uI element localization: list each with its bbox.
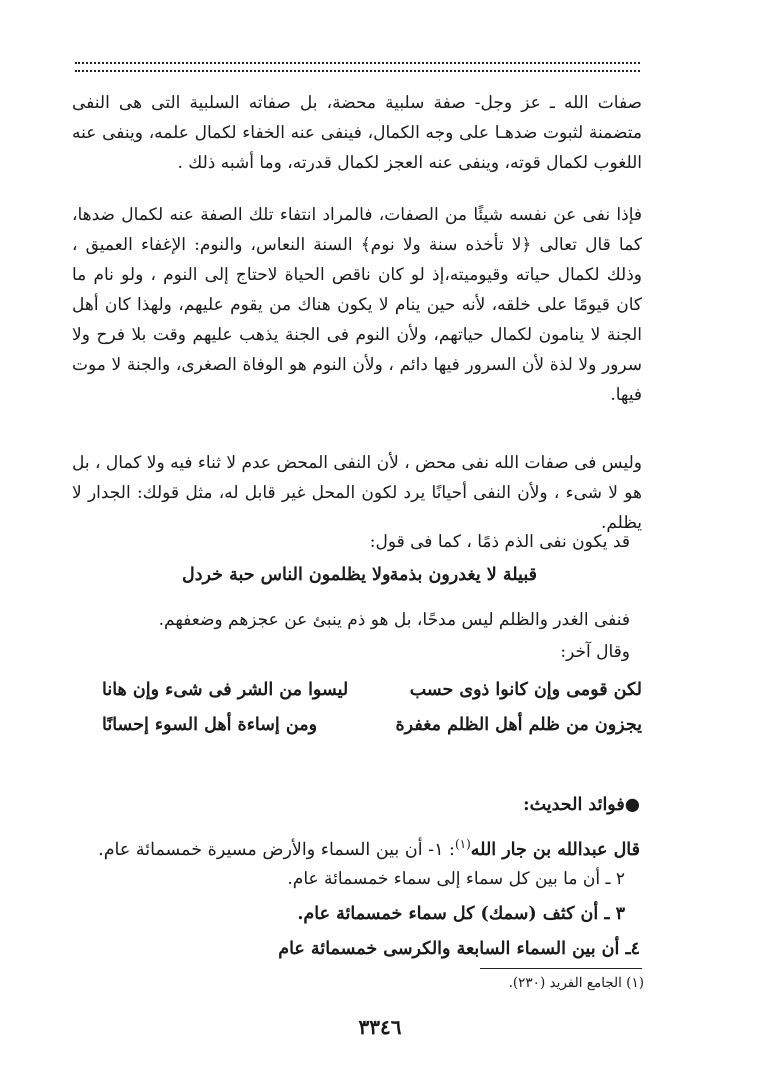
verse-2-right-hemistich: لكن قومى وإن كانوا ذوى حسب xyxy=(409,680,642,700)
top-dotted-rule-second xyxy=(75,70,640,72)
footnote-text: (١) الجامع الفريد (٢٣٠). xyxy=(508,975,644,991)
benefit-item-4: ٤ـ أن بين السماء السابعة والكرسى خمسمائة عام xyxy=(278,939,640,959)
paragraph-pure-negation: وليس فى صفات الله نفى محض ، لأن النفى المحض عدم لا ثناء فيه ولا كمال ، بل هو لا شىء ، ولأن النفى أحيانًا يرد لكون المحل غير قابل له، مثل قولك: الجدار لا يظلم. xyxy=(72,453,643,533)
paragraph-negation-attributes: صفات الله ـ عز وجل- صفة سلبية محضة، بل صفاته السلبية التى هى النفى متضمنة لثبوت ضدهـا على وجه الكمال، فينفى عنه الخفاء لكمال علمه، وينفى عنه اللغوب لكمال قوته، وينفى عنه العجز لكمال قدرته، وما أشبه ذلك . xyxy=(72,93,642,173)
verse-1-right-hemistich: قبيلة لا يغدرون بذمة xyxy=(389,565,537,585)
benefit-item-2: ٢ ـ أن ما بين كل سماء إلى سماء خمسمائة عام. xyxy=(287,869,625,889)
poem-intro-1: قد يكون نفى الذم ذمًا ، كما فى قول: xyxy=(369,532,630,552)
poem-verse-2 xyxy=(72,680,642,708)
paragraph-sleep-explanation: فإذا نفى عن نفسه شيئًا من الصفات، فالمراد انتفاء تلك الصفة عنه لكمال ضدها، كما قال تعالى ﴿لا تأخذه سنة ولا نوم﴾ السنة النعاس، والنوم: الإغفاء العميق ، وذلك لكمال حياته وقيوميته،إذ لو كان ناقص الحياة لاحتاج إلى النوم ، ولو نام ما كان قيومًا على خلقه، لأنه حين ينام لا يكون هناك من يقوم عليهم، ولهذا كان أهل الجنة لا ينامون لكمال حياتهم، ولأن النوم فى الجنة يذهب عليهم وقت بلا فرح ولا سرور ولا لذة لأن السرور فيها دائم ، ولأن النوم هو الوفاة الصغرى، والجنة لا موت فيها. xyxy=(72,205,642,405)
benefit-1-attribution: قال عبدالله بن جار الله xyxy=(470,839,640,860)
verse-2-left-hemistich: ليسوا من الشر فى شىء وإن هانا xyxy=(102,680,349,700)
footnote-separator xyxy=(480,968,642,969)
footnote-marker: (١) xyxy=(454,837,471,851)
poem-verse-1 xyxy=(72,565,642,593)
verse-1-left-hemistich: ولا يظلمون الناس حبة خردل xyxy=(182,565,391,585)
verse-3-right-hemistich: يجزون من ظلم أهل الظلم مغفرة xyxy=(395,715,642,735)
poem-intro-2: وقال آخر: xyxy=(560,642,630,662)
top-dotted-rule xyxy=(75,62,640,64)
benefits-heading: ●فوائد الحديث: xyxy=(523,795,640,815)
page-number: ٣٣٤٦ xyxy=(358,1015,402,1039)
verse-3-left-hemistich: ومن إساءة أهل السوء إحسانًا xyxy=(102,715,318,735)
benefit-1-text: : ١- أن بين السماء والأرض مسيرة خمسمائة عام. xyxy=(98,839,455,860)
benefit-item-1 xyxy=(98,830,640,864)
poem-verse-3 xyxy=(72,715,642,743)
poem-commentary: فنفى الغدر والظلم ليس مدحًا، بل هو ذم ينبئ عن عجزهم وضعفهم. xyxy=(158,610,630,630)
benefit-item-3: ٣ ـ أن كثف (سمك) كل سماء خمسمائة عام. xyxy=(297,904,625,924)
